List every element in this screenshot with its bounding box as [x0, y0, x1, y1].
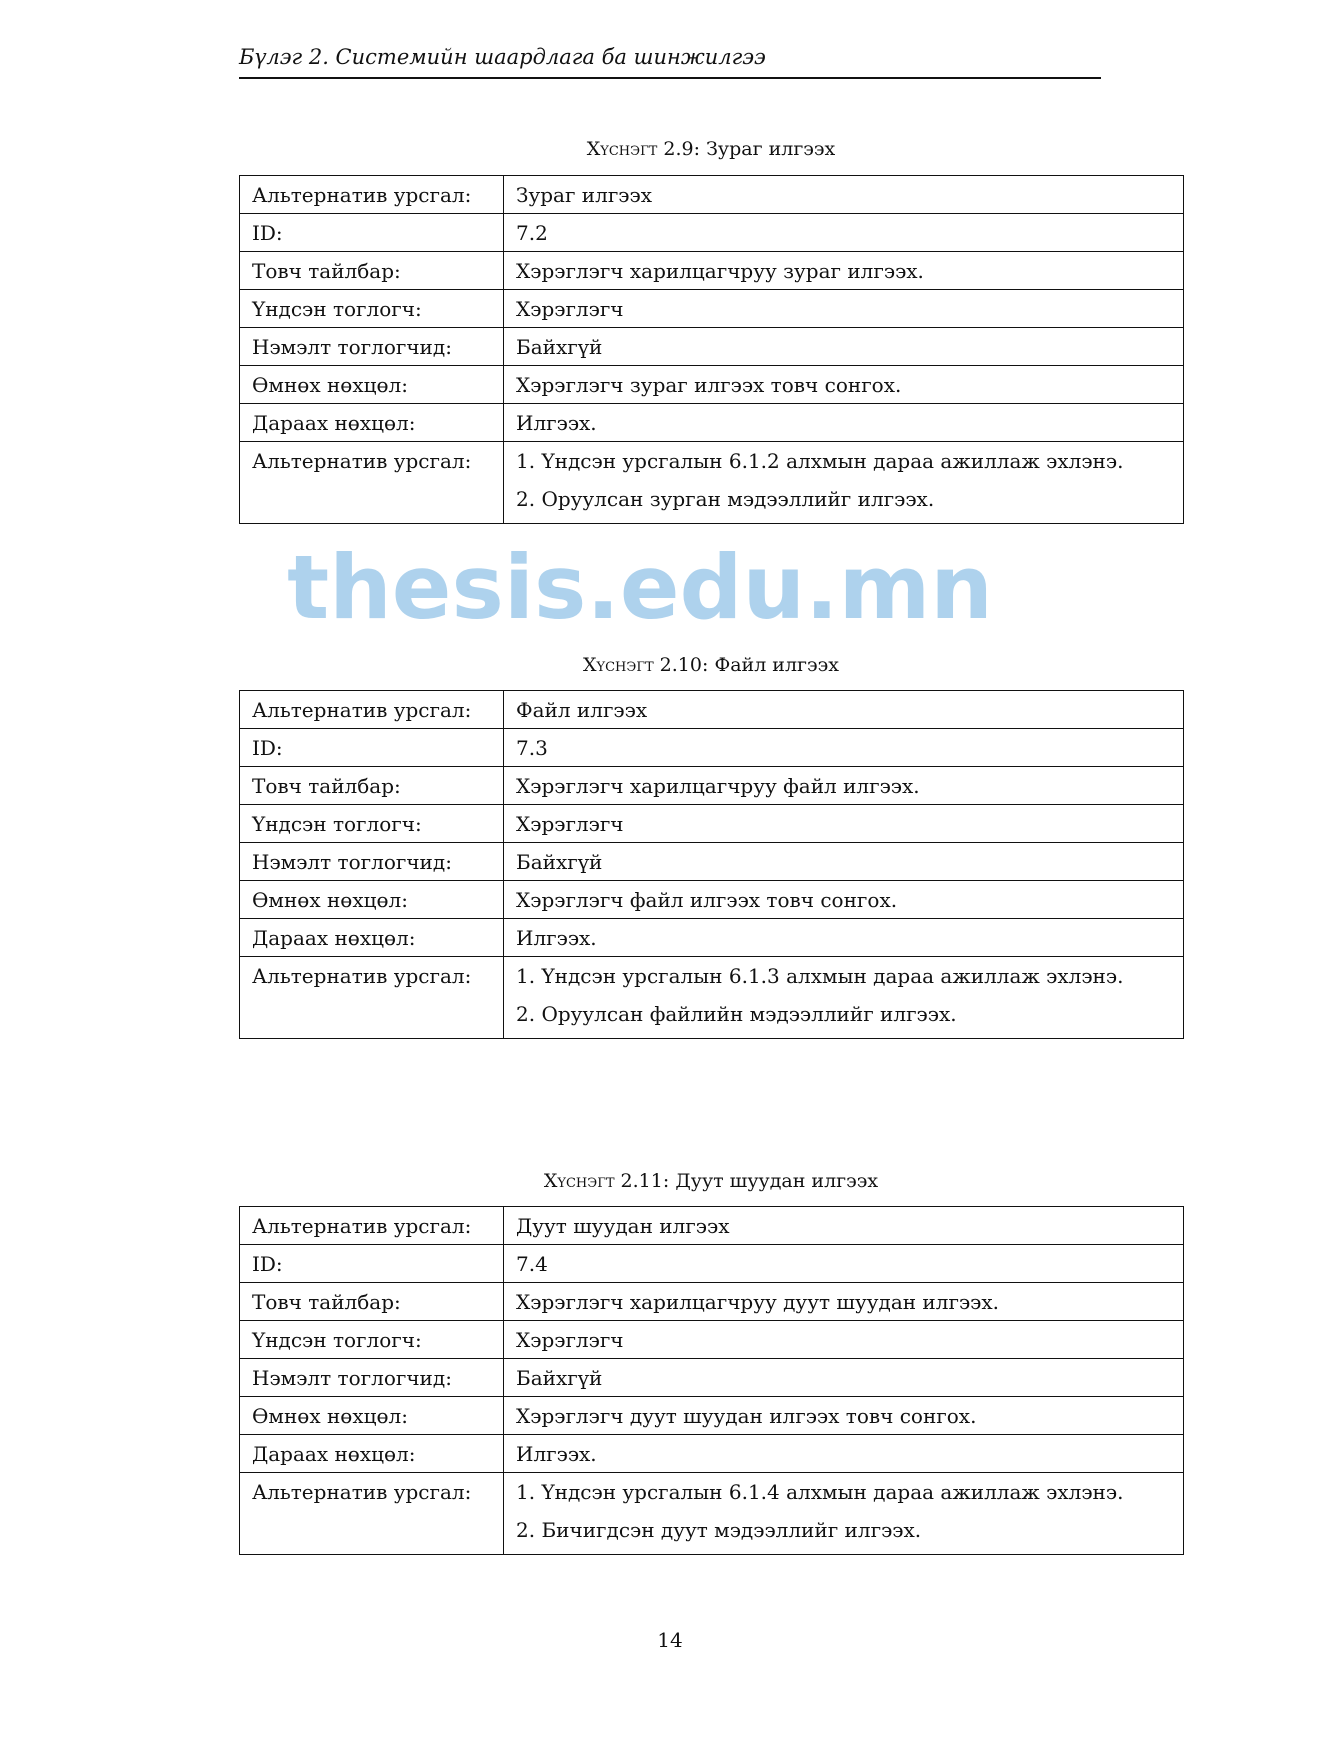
row-value [504, 957, 1184, 1039]
row-value: 7.4 [504, 1245, 1184, 1283]
table-row [240, 843, 1184, 881]
row-key: Дараах нөхцөл: [240, 1435, 504, 1473]
flow-step: 2. Оруулсан зурган мэдээллийг илгээх. [516, 487, 935, 511]
caption-prefix: Хүснэгт [586, 138, 658, 160]
row-key: Нэмэлт тоглогчид: [240, 328, 504, 366]
table-row [240, 404, 1184, 442]
table-row [240, 328, 1184, 366]
header-rule [239, 77, 1101, 79]
table-row [240, 767, 1184, 805]
row-key: ID: [240, 729, 504, 767]
caption-number: 2.10: [659, 654, 709, 676]
row-key: Альтернатив урсгал: [240, 691, 504, 729]
flow-step: 1. Үндсэн урсгалын 6.1.3 алхмын дараа ажиллаж эхлэнэ. [516, 964, 1124, 988]
row-value: Дуут шуудан илгээх [504, 1207, 1184, 1245]
row-key: Дараах нөхцөл: [240, 919, 504, 957]
table-caption [239, 653, 1183, 677]
table-row [240, 1245, 1184, 1283]
row-value: Байхгүй [504, 328, 1184, 366]
row-value [504, 442, 1184, 524]
row-key: Товч тайлбар: [240, 252, 504, 290]
row-key: ID: [240, 214, 504, 252]
row-key: Өмнөх нөхцөл: [240, 366, 504, 404]
row-key-text: Альтернатив урсгал: [252, 964, 472, 988]
table-row [240, 1207, 1184, 1245]
row-key [240, 957, 504, 1039]
use-case-table [239, 175, 1184, 524]
row-key-text: Альтернатив урсгал: [252, 1480, 472, 1504]
table-row [240, 214, 1184, 252]
table-row [240, 1435, 1184, 1473]
row-value: Хэрэглэгч дуут шуудан илгээх товч сонгох. [504, 1397, 1184, 1435]
row-key-text: Альтернатив урсгал: [252, 449, 472, 473]
row-value: Байхгүй [504, 843, 1184, 881]
row-key: Альтернатив урсгал: [240, 1207, 504, 1245]
table-row [240, 691, 1184, 729]
row-value: 7.2 [504, 214, 1184, 252]
caption-prefix: Хүснэгт [543, 1170, 615, 1192]
row-value: Хэрэглэгч харилцагчруу зураг илгээх. [504, 252, 1184, 290]
row-key [240, 1473, 504, 1555]
table-row [240, 1473, 1184, 1555]
use-case-table [239, 690, 1184, 1039]
svg-text:thesis.edu.mn: thesis.edu.mn [287, 536, 993, 639]
caption-prefix: Хүснэгт [583, 654, 654, 676]
table-row [240, 1359, 1184, 1397]
table-row [240, 1283, 1184, 1321]
caption-title: Дуут шуудан илгээх [675, 1170, 879, 1192]
table-caption [239, 1169, 1183, 1193]
table-caption [239, 137, 1183, 161]
table-row [240, 729, 1184, 767]
caption-number: 2.9: [663, 138, 701, 160]
row-key: Өмнөх нөхцөл: [240, 881, 504, 919]
use-case-table [239, 1206, 1184, 1555]
table-row [240, 1321, 1184, 1359]
table-row [240, 176, 1184, 214]
row-value: Хэрэглэгч [504, 805, 1184, 843]
flow-step: 1. Үндсэн урсгалын 6.1.2 алхмын дараа ажиллаж эхлэнэ. [516, 449, 1124, 473]
row-value: Хэрэглэгч файл илгээх товч сонгох. [504, 881, 1184, 919]
flow-step: 2. Бичигдсэн дуут мэдээллийг илгээх. [516, 1518, 922, 1542]
row-key: Үндсэн тоглогч: [240, 290, 504, 328]
row-value: Илгээх. [504, 404, 1184, 442]
row-value: Хэрэглэгч [504, 290, 1184, 328]
row-value: Илгээх. [504, 919, 1184, 957]
row-key: Үндсэн тоглогч: [240, 1321, 504, 1359]
flow-step: 1. Үндсэн урсгалын 6.1.4 алхмын дараа ажиллаж эхлэнэ. [516, 1480, 1124, 1504]
row-value: Зураг илгээх [504, 176, 1184, 214]
row-key [240, 442, 504, 524]
caption-title: Файл илгээх [714, 654, 839, 676]
row-key: Үндсэн тоглогч: [240, 805, 504, 843]
row-key: Нэмэлт тоглогчид: [240, 843, 504, 881]
row-key: Товч тайлбар: [240, 767, 504, 805]
row-value: Файл илгээх [504, 691, 1184, 729]
row-value: Илгээх. [504, 1435, 1184, 1473]
row-key: ID: [240, 1245, 504, 1283]
table-row [240, 957, 1184, 1039]
row-value: Хэрэглэгч зураг илгээх товч сонгох. [504, 366, 1184, 404]
row-value: Байхгүй [504, 1359, 1184, 1397]
table-row [240, 366, 1184, 404]
row-value: 7.3 [504, 729, 1184, 767]
row-value: Хэрэглэгч [504, 1321, 1184, 1359]
flow-step: 2. Оруулсан файлийн мэдээллийг илгээх. [516, 1002, 957, 1026]
table-row [240, 1397, 1184, 1435]
row-key: Альтернатив урсгал: [240, 176, 504, 214]
watermark [287, 536, 993, 639]
row-value: Хэрэглэгч харилцагчруу файл илгээх. [504, 767, 1184, 805]
table-row [240, 805, 1184, 843]
row-value [504, 1473, 1184, 1555]
row-value: Хэрэглэгч харилцагчруу дуут шуудан илгээх. [504, 1283, 1184, 1321]
caption-title: Зураг илгээх [706, 138, 836, 160]
running-header: Бүлэг 2. Системийн шаардлага ба шинжилгээ [239, 45, 766, 69]
page-number: 14 [657, 1628, 683, 1652]
table-row [240, 442, 1184, 524]
row-key: Өмнөх нөхцөл: [240, 1397, 504, 1435]
row-key: Нэмэлт тоглогчид: [240, 1359, 504, 1397]
table-row [240, 252, 1184, 290]
row-key: Дараах нөхцөл: [240, 404, 504, 442]
caption-number: 2.11: [620, 1170, 670, 1192]
table-row [240, 290, 1184, 328]
table-row [240, 919, 1184, 957]
row-key: Товч тайлбар: [240, 1283, 504, 1321]
table-row [240, 881, 1184, 919]
